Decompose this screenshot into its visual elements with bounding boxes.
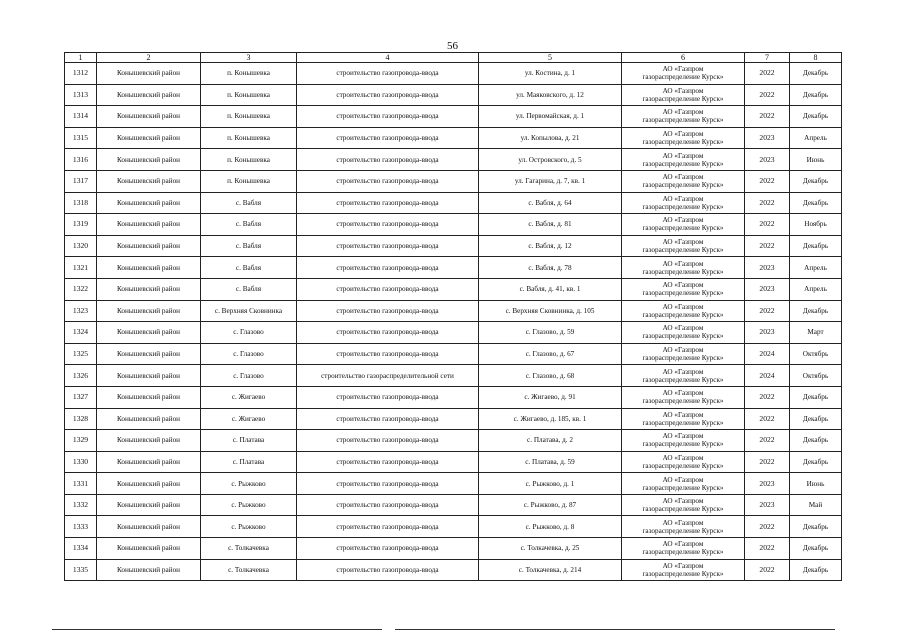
company-name-line: АО «Газпром	[662, 194, 704, 203]
district-cell: Конышевский район	[97, 343, 201, 365]
work-type-cell: строительство газопровода-ввода	[297, 559, 479, 581]
address-cell: с. Вабля, д. 41, кв. 1	[479, 278, 622, 300]
row-number-cell: 1324	[65, 322, 97, 344]
company-cell	[622, 516, 745, 538]
company-name-line: газораспределение Курск»	[642, 224, 724, 233]
district-cell: Конышевский район	[97, 473, 201, 495]
company-name-line: газораспределение Курск»	[642, 289, 724, 298]
year-cell: 2022	[745, 170, 790, 192]
address-cell: с. Вабля, д. 81	[479, 214, 622, 236]
month-cell: Декабрь	[790, 538, 842, 560]
company-name-line: АО «Газпром	[662, 65, 704, 74]
company-cell	[622, 343, 745, 365]
work-type-cell: строительство газопровода-ввода	[297, 538, 479, 560]
month-cell: Декабрь	[790, 170, 842, 192]
company-cell	[622, 408, 745, 430]
row-number-cell: 1322	[65, 278, 97, 300]
company-name-line: АО «Газпром	[662, 475, 704, 484]
address-cell: с. Рыжково, д. 8	[479, 516, 622, 538]
company-cell	[622, 494, 745, 516]
company-name-line: АО «Газпром	[662, 432, 704, 441]
work-type-cell: строительство газопровода-ввода	[297, 516, 479, 538]
address-cell: с. Глазово, д. 68	[479, 365, 622, 387]
year-cell: 2022	[745, 386, 790, 408]
column-number: 3	[201, 53, 297, 63]
work-type-cell: строительство газопровода-ввода	[297, 214, 479, 236]
month-cell: Декабрь	[790, 386, 842, 408]
row-number-cell: 1320	[65, 235, 97, 257]
company-cell	[622, 365, 745, 387]
settlement-cell: с. Вабля	[201, 257, 297, 279]
company-name-line: АО «Газпром	[662, 108, 704, 117]
company-name-line: АО «Газпром	[662, 86, 704, 95]
settlement-cell: с. Рыжково	[201, 494, 297, 516]
row-number-cell: 1318	[65, 192, 97, 214]
row-number-cell: 1334	[65, 538, 97, 560]
year-cell: 2023	[745, 127, 790, 149]
work-type-cell: строительство газопровода-ввода	[297, 494, 479, 516]
work-type-cell: строительство газопровода-ввода	[297, 300, 479, 322]
company-name-line: АО «Газпром	[662, 302, 704, 311]
row-number-cell: 1321	[65, 257, 97, 279]
month-cell: Апрель	[790, 257, 842, 279]
row-number-cell: 1323	[65, 300, 97, 322]
work-type-cell: строительство газораспределительной сети	[297, 365, 479, 387]
month-cell: Декабрь	[790, 559, 842, 581]
address-cell: с. Вабля, д. 12	[479, 235, 622, 257]
company-name-line: АО «Газпром	[662, 518, 704, 527]
row-number-cell: 1317	[65, 170, 97, 192]
address-cell: с. Жигаево, д. 91	[479, 386, 622, 408]
settlement-cell: с. Платава	[201, 451, 297, 473]
year-cell: 2022	[745, 214, 790, 236]
table-row	[65, 214, 842, 236]
month-cell: Апрель	[790, 278, 842, 300]
company-name-line: АО «Газпром	[662, 173, 704, 182]
district-cell: Конышевский район	[97, 214, 201, 236]
address-cell: с. Жигаево, д. 185, кв. 1	[479, 408, 622, 430]
settlement-cell: с. Вабля	[201, 192, 297, 214]
district-cell: Конышевский район	[97, 365, 201, 387]
settlement-cell: с. Глазово	[201, 343, 297, 365]
work-type-cell: строительство газопровода-ввода	[297, 322, 479, 344]
year-cell: 2022	[745, 192, 790, 214]
company-name-line: газораспределение Курск»	[642, 526, 724, 535]
district-cell: Конышевский район	[97, 63, 201, 85]
work-type-cell: строительство газопровода-ввода	[297, 127, 479, 149]
company-name-line: газораспределение Курск»	[642, 483, 724, 492]
address-cell: с. Глазово, д. 67	[479, 343, 622, 365]
settlement-cell: с. Платава	[201, 430, 297, 452]
table-row	[65, 278, 842, 300]
column-number: 5	[479, 53, 622, 63]
year-cell: 2022	[745, 430, 790, 452]
year-cell: 2022	[745, 235, 790, 257]
month-cell: Май	[790, 494, 842, 516]
district-cell: Конышевский район	[97, 386, 201, 408]
month-cell: Декабрь	[790, 106, 842, 128]
company-name-line: газораспределение Курск»	[642, 375, 724, 384]
year-cell: 2022	[745, 63, 790, 85]
district-cell: Конышевский район	[97, 170, 201, 192]
settlement-cell: с. Рыжково	[201, 516, 297, 538]
table-row	[65, 149, 842, 171]
company-name-line: газораспределение Курск»	[642, 548, 724, 557]
settlement-cell: с. Жигаево	[201, 386, 297, 408]
year-cell: 2023	[745, 494, 790, 516]
year-cell: 2023	[745, 257, 790, 279]
district-cell: Конышевский район	[97, 300, 201, 322]
company-cell	[622, 559, 745, 581]
work-type-cell: строительство газопровода-ввода	[297, 149, 479, 171]
address-cell: ул. Костина, д. 1	[479, 63, 622, 85]
company-name-line: АО «Газпром	[662, 281, 704, 290]
settlement-cell: с. Рыжково	[201, 473, 297, 495]
company-name-line: АО «Газпром	[662, 389, 704, 398]
address-cell: с. Толкачевка, д. 25	[479, 538, 622, 560]
table-row	[65, 408, 842, 430]
company-cell	[622, 538, 745, 560]
work-type-cell: строительство газопровода-ввода	[297, 106, 479, 128]
company-name-line: АО «Газпром	[662, 324, 704, 333]
company-name-line: газораспределение Курск»	[642, 461, 724, 470]
column-number: 1	[65, 53, 97, 63]
row-number-cell: 1325	[65, 343, 97, 365]
settlement-cell: п. Конышевка	[201, 127, 297, 149]
work-type-cell: строительство газопровода-ввода	[297, 235, 479, 257]
year-cell: 2022	[745, 538, 790, 560]
year-cell: 2022	[745, 451, 790, 473]
address-cell: с. Рыжково, д. 87	[479, 494, 622, 516]
table-row	[65, 365, 842, 387]
district-cell: Конышевский район	[97, 430, 201, 452]
month-cell: Июнь	[790, 473, 842, 495]
company-name-line: газораспределение Курск»	[642, 505, 724, 514]
company-cell	[622, 192, 745, 214]
table-row	[65, 494, 842, 516]
work-type-cell: строительство газопровода-ввода	[297, 278, 479, 300]
row-number-cell: 1313	[65, 84, 97, 106]
work-type-cell: строительство газопровода-ввода	[297, 170, 479, 192]
column-number: 7	[745, 53, 790, 63]
company-name-line: АО «Газпром	[662, 151, 704, 160]
work-type-cell: строительство газопровода-ввода	[297, 386, 479, 408]
row-number-cell: 1312	[65, 63, 97, 85]
address-cell: ул. Гагарина, д. 7, кв. 1	[479, 170, 622, 192]
year-cell: 2023	[745, 149, 790, 171]
settlement-cell: с. Верхняя Сковнинка	[201, 300, 297, 322]
row-number-cell: 1314	[65, 106, 97, 128]
table-row	[65, 516, 842, 538]
settlement-cell: с. Толкачевка	[201, 559, 297, 581]
company-name-line: АО «Газпром	[662, 216, 704, 225]
row-number-cell: 1326	[65, 365, 97, 387]
page-number: 56	[447, 40, 458, 52]
district-cell: Конышевский район	[97, 127, 201, 149]
company-name-line: АО «Газпром	[662, 130, 704, 139]
address-cell: ул. Копылова, д. 21	[479, 127, 622, 149]
footer-rule-left	[52, 629, 382, 630]
district-cell: Конышевский район	[97, 408, 201, 430]
address-cell: ул. Островского, д. 5	[479, 149, 622, 171]
company-name-line: газораспределение Курск»	[642, 569, 724, 578]
district-cell: Конышевский район	[97, 516, 201, 538]
address-cell: с. Глазово, д. 59	[479, 322, 622, 344]
table-row	[65, 386, 842, 408]
column-number: 6	[622, 53, 745, 63]
company-name-line: газораспределение Курск»	[642, 440, 724, 449]
company-name-line: газораспределение Курск»	[642, 181, 724, 190]
month-cell: Декабрь	[790, 300, 842, 322]
company-cell	[622, 257, 745, 279]
address-cell: с. Платава, д. 2	[479, 430, 622, 452]
address-cell: с. Толкачевка, д. 214	[479, 559, 622, 581]
district-cell: Конышевский район	[97, 559, 201, 581]
district-cell: Конышевский район	[97, 322, 201, 344]
settlement-cell: с. Вабля	[201, 278, 297, 300]
year-cell: 2022	[745, 559, 790, 581]
company-cell	[622, 63, 745, 85]
company-name-line: АО «Газпром	[662, 238, 704, 247]
column-number: 4	[297, 53, 479, 63]
table-row	[65, 430, 842, 452]
company-name-line: газораспределение Курск»	[642, 138, 724, 147]
column-number-row	[65, 53, 842, 63]
company-name-line: АО «Газпром	[662, 367, 704, 376]
row-number-cell: 1329	[65, 430, 97, 452]
month-cell: Декабрь	[790, 516, 842, 538]
district-cell: Конышевский район	[97, 278, 201, 300]
table-row	[65, 473, 842, 495]
company-name-line: газораспределение Курск»	[642, 354, 724, 363]
month-cell: Ноябрь	[790, 214, 842, 236]
company-cell	[622, 84, 745, 106]
company-name-line: АО «Газпром	[662, 259, 704, 268]
company-name-line: газораспределение Курск»	[642, 397, 724, 406]
work-type-cell: строительство газопровода-ввода	[297, 84, 479, 106]
district-cell: Конышевский район	[97, 538, 201, 560]
month-cell: Октябрь	[790, 365, 842, 387]
month-cell: Март	[790, 322, 842, 344]
month-cell: Июнь	[790, 149, 842, 171]
year-cell: 2023	[745, 473, 790, 495]
year-cell: 2023	[745, 278, 790, 300]
month-cell: Апрель	[790, 127, 842, 149]
row-number-cell: 1316	[65, 149, 97, 171]
table-row	[65, 235, 842, 257]
year-cell: 2023	[745, 322, 790, 344]
district-cell: Конышевский район	[97, 451, 201, 473]
settlement-cell: п. Конышевка	[201, 170, 297, 192]
work-type-cell: строительство газопровода-ввода	[297, 451, 479, 473]
row-number-cell: 1315	[65, 127, 97, 149]
company-cell	[622, 386, 745, 408]
address-cell: с. Рыжково, д. 1	[479, 473, 622, 495]
work-type-cell: строительство газопровода-ввода	[297, 63, 479, 85]
company-cell	[622, 214, 745, 236]
district-cell: Конышевский район	[97, 494, 201, 516]
table-row	[65, 106, 842, 128]
row-number-cell: 1333	[65, 516, 97, 538]
table-row	[65, 192, 842, 214]
month-cell: Декабрь	[790, 235, 842, 257]
row-number-cell: 1332	[65, 494, 97, 516]
company-name-line: газораспределение Курск»	[642, 73, 724, 82]
settlement-cell: п. Конышевка	[201, 106, 297, 128]
table-row	[65, 343, 842, 365]
table-row	[65, 84, 842, 106]
table-row	[65, 322, 842, 344]
settlement-cell: п. Конышевка	[201, 84, 297, 106]
district-cell: Конышевский район	[97, 149, 201, 171]
month-cell: Декабрь	[790, 408, 842, 430]
work-type-cell: строительство газопровода-ввода	[297, 257, 479, 279]
address-cell: ул. Маяковского, д. 12	[479, 84, 622, 106]
year-cell: 2022	[745, 516, 790, 538]
company-name-line: АО «Газпром	[662, 497, 704, 506]
company-cell	[622, 451, 745, 473]
district-cell: Конышевский район	[97, 84, 201, 106]
table-row	[65, 451, 842, 473]
gasification-table	[64, 52, 842, 581]
row-number-cell: 1331	[65, 473, 97, 495]
table-row	[65, 257, 842, 279]
year-cell: 2022	[745, 408, 790, 430]
month-cell: Декабрь	[790, 192, 842, 214]
settlement-cell: с. Толкачевка	[201, 538, 297, 560]
month-cell: Декабрь	[790, 430, 842, 452]
address-cell: с. Вабля, д. 78	[479, 257, 622, 279]
company-name-line: газораспределение Курск»	[642, 332, 724, 341]
company-name-line: газораспределение Курск»	[642, 418, 724, 427]
settlement-cell: с. Вабля	[201, 235, 297, 257]
company-name-line: газораспределение Курск»	[642, 310, 724, 319]
settlement-cell: с. Вабля	[201, 214, 297, 236]
column-number: 8	[790, 53, 842, 63]
company-cell	[622, 106, 745, 128]
settlement-cell: с. Жигаево	[201, 408, 297, 430]
row-number-cell: 1327	[65, 386, 97, 408]
month-cell: Октябрь	[790, 343, 842, 365]
table-row	[65, 170, 842, 192]
footer-rule-right	[395, 629, 835, 630]
table-row	[65, 559, 842, 581]
address-cell: ул. Первомайская, д. 1	[479, 106, 622, 128]
settlement-cell: с. Глазово	[201, 365, 297, 387]
table-row	[65, 127, 842, 149]
year-cell: 2024	[745, 343, 790, 365]
settlement-cell: п. Конышевка	[201, 149, 297, 171]
company-name-line: АО «Газпром	[662, 346, 704, 355]
year-cell: 2022	[745, 300, 790, 322]
company-name-line: газораспределение Курск»	[642, 267, 724, 276]
company-name-line: газораспределение Курск»	[642, 202, 724, 211]
company-name-line: АО «Газпром	[662, 453, 704, 462]
row-number-cell: 1319	[65, 214, 97, 236]
company-name-line: газораспределение Курск»	[642, 159, 724, 168]
district-cell: Конышевский район	[97, 257, 201, 279]
company-cell	[622, 127, 745, 149]
company-name-line: газораспределение Курск»	[642, 94, 724, 103]
table-row	[65, 538, 842, 560]
settlement-cell: п. Конышевка	[201, 63, 297, 85]
address-cell: с. Платава, д. 59	[479, 451, 622, 473]
row-number-cell: 1335	[65, 559, 97, 581]
company-cell	[622, 278, 745, 300]
company-name-line: газораспределение Курск»	[642, 246, 724, 255]
company-name-line: АО «Газпром	[662, 561, 704, 570]
month-cell: Декабрь	[790, 63, 842, 85]
work-type-cell: строительство газопровода-ввода	[297, 473, 479, 495]
company-name-line: АО «Газпром	[662, 540, 704, 549]
company-cell	[622, 473, 745, 495]
company-name-line: АО «Газпром	[662, 410, 704, 419]
district-cell: Конышевский район	[97, 235, 201, 257]
table-row	[65, 63, 842, 85]
company-cell	[622, 149, 745, 171]
month-cell: Декабрь	[790, 84, 842, 106]
work-type-cell: строительство газопровода-ввода	[297, 408, 479, 430]
address-cell: с. Верхняя Сковнинка, д. 105	[479, 300, 622, 322]
company-cell	[622, 300, 745, 322]
row-number-cell: 1330	[65, 451, 97, 473]
district-cell: Конышевский район	[97, 192, 201, 214]
company-name-line: газораспределение Курск»	[642, 116, 724, 125]
company-cell	[622, 170, 745, 192]
work-type-cell: строительство газопровода-ввода	[297, 343, 479, 365]
month-cell: Декабрь	[790, 451, 842, 473]
settlement-cell: с. Глазово	[201, 322, 297, 344]
year-cell: 2022	[745, 84, 790, 106]
address-cell: с. Вабля, д. 64	[479, 192, 622, 214]
table-row	[65, 300, 842, 322]
column-number: 2	[97, 53, 201, 63]
district-cell: Конышевский район	[97, 106, 201, 128]
company-cell	[622, 322, 745, 344]
row-number-cell: 1328	[65, 408, 97, 430]
work-type-cell: строительство газопровода-ввода	[297, 430, 479, 452]
year-cell: 2022	[745, 106, 790, 128]
work-type-cell: строительство газопровода-ввода	[297, 192, 479, 214]
year-cell: 2024	[745, 365, 790, 387]
company-cell	[622, 430, 745, 452]
company-cell	[622, 235, 745, 257]
